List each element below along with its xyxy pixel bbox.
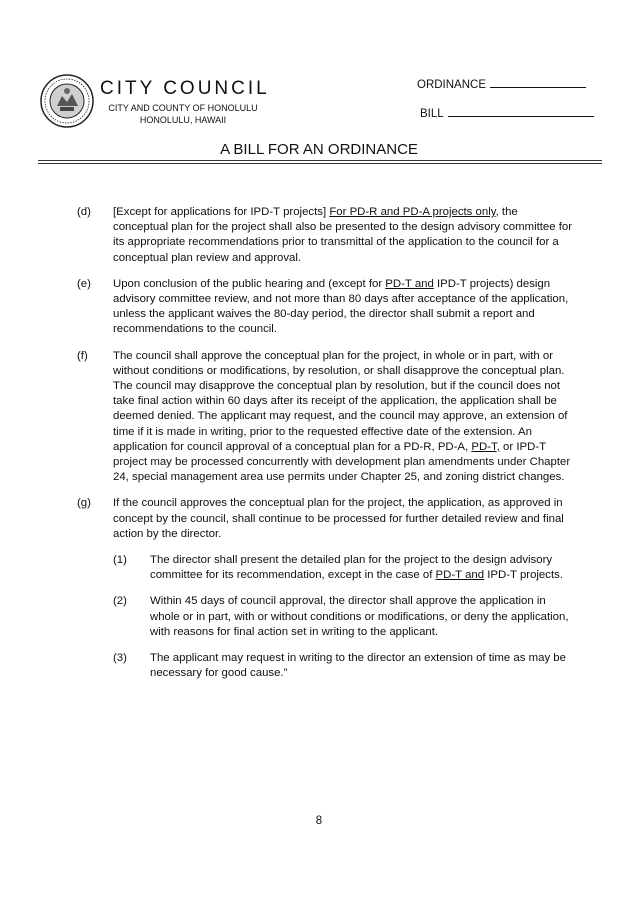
- section-text: If the council approves the conceptual plan for the project, the application, as approved in concept by the council, shall continue to be processed for further detailed review and final action by the director.: [113, 497, 564, 540]
- section-label: (e): [77, 277, 91, 290]
- subsection-2: [0, 594, 638, 640]
- document-body: [0, 205, 638, 692]
- header-divider-bottom: [38, 163, 602, 164]
- bill-label: BILL: [420, 108, 444, 120]
- header-divider-top: [38, 160, 602, 161]
- subsection-text: Within 45 days of council approval, the director shall approve the application in whole or in part, with or without conditions or modifications, or deny the application, with reasons for final action set in writing to the applicant.: [150, 595, 569, 638]
- text-run: IPD-T projects.: [484, 569, 563, 582]
- section-f: [0, 349, 638, 486]
- bill-title: A BILL FOR AN ORDINANCE: [220, 141, 418, 158]
- subsection-text: The applicant may request in writing to the director an extension of time as may be necessary for good cause.”: [150, 652, 566, 680]
- council-title: CITY COUNCIL: [100, 78, 270, 99]
- text-run: The council shall approve the conceptual plan for the project, in whole or in part, with or without conditions or modifications, by resolution, or shall disapprove the conceptual plan. The council may disapprove the conceptual plan by resolution, but if the council does not take final action within 60 days after its receipt of the application, the application shall be deemed denied. The applicant may request, and the council may approve, an extension of time if it is made in writing, prior to the requested effective date of the extension. An application for council approval of a conceptual plan for a PD-R, PD-A,: [113, 349, 568, 453]
- underlined-insertion: PD-T,: [471, 440, 500, 453]
- text-run: [Except for applications for IPD-T projects]: [113, 206, 330, 218]
- text-run: or IPD-T project may be processed concurrently with development plan amendments under Chapter 24, special management area use permits under Chapter 25, and zoning district changes.: [113, 440, 571, 484]
- text-run: Upon conclusion of the public hearing and (except for: [113, 277, 386, 290]
- section-text: [113, 205, 573, 266]
- text-run: IPD-T projects) design advisory committee review, and not more than 80 days after acceptance of the application, unless the applicant waives the 80-day period, the director shall submit a report and recommendations to the council.: [113, 277, 569, 336]
- subsection-label: (3): [113, 652, 127, 665]
- bill-blank-line: [448, 106, 594, 117]
- subsection-label: (1): [113, 554, 127, 567]
- underlined-insertion: PD-T and: [435, 569, 485, 582]
- ordinance-blank-line: [490, 77, 586, 88]
- bill-number-field: [420, 106, 594, 120]
- ordinance-label: ORDINANCE: [417, 79, 487, 91]
- underlined-insertion: For PD-R and PD-A projects only: [329, 206, 496, 218]
- section-g: [0, 496, 638, 542]
- section-text: [113, 277, 573, 338]
- subsection-label: (2): [113, 595, 127, 608]
- text-run: The director shall present the detailed plan for the project to the design advisory committee for its recommendation, except in the case of: [150, 554, 553, 582]
- section-label: (d): [77, 206, 91, 218]
- subsection-3: [0, 651, 638, 681]
- section-d: [0, 205, 638, 266]
- text-run: , the conceptual plan for the project shall also be presented to the design advisory committee for its appropriate recommendations prior to transmittal of the application to the council for a conceptual plan review and approval.: [113, 206, 573, 264]
- city-seal-icon: [40, 74, 94, 128]
- council-subtitle-line2: HONOLULU, HAWAII: [139, 115, 227, 125]
- council-subtitle-line1: CITY AND COUNTY OF HONOLULU: [108, 103, 258, 113]
- section-label: (f): [77, 349, 88, 362]
- page-number: 8: [315, 815, 323, 827]
- section-text: [113, 349, 573, 486]
- section-e: [0, 277, 638, 338]
- underlined-insertion: PD-T and: [385, 277, 434, 290]
- ordinance-number-field: [417, 77, 586, 91]
- subsection-text: [150, 553, 573, 583]
- council-subtitle: [98, 102, 268, 126]
- section-label: (g): [77, 497, 91, 510]
- subsection-1: [0, 553, 638, 583]
